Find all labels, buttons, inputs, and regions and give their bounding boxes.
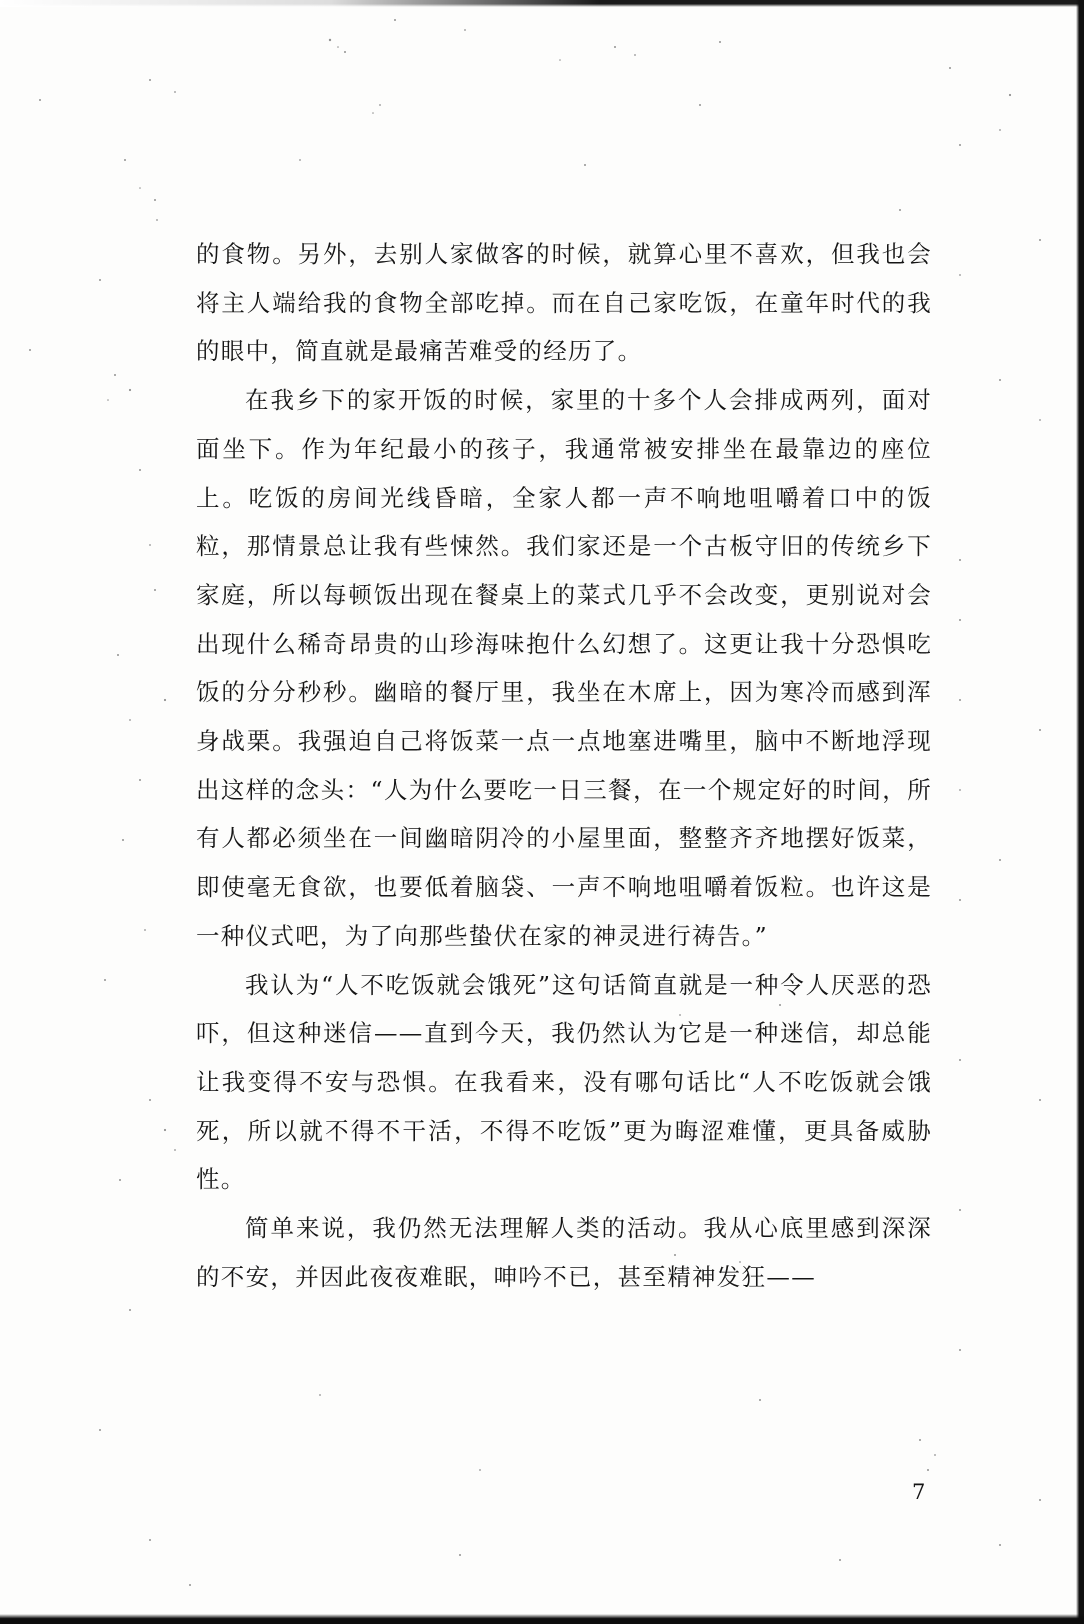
- scan-edge-top-fade: [0, 0, 600, 7]
- scan-edge-bottom: [0, 1614, 1084, 1624]
- page-number: 7: [912, 1480, 926, 1504]
- paragraph: 我认为“人不吃饭就会饿死”这句话简直就是一种令人厌恶的恐吓，但这种迷信——直到今天，我仍然认为它是一种迷信，却总能让我变得不安与恐惧。在我看来，没有哪句话比“人不吃饭就会饿死，所以就不得不干活，不得不吃饭”更为晦涩难懂，更具备威胁性。: [196, 970, 932, 1194]
- paragraph: 简单来说，我仍然无法理解人类的活动。我从心底里感到深深的不安，并因此夜夜难眠，呻吟不已，甚至精神发狂——: [196, 1214, 932, 1291]
- paragraph: 在我乡下的家开饭的时候，家里的十多个人会排成两列，面对面坐下。作为年纪最小的孩子，我通常被安排坐在最靠边的座位上。吃饭的房间光线昏暗，全家人都一声不响地咀嚼着口中的饭粒，那情景总让我有些悚然。我们家还是一个古板守旧的传统乡下家庭，所以每顿饭出现在餐桌上的菜式几乎不会改变，更别说对会出现什么稀奇昂贵的山珍海味抱什么幻想了。这更让我十分恐惧吃饭的分分秒秒。幽暗的餐厅里，我坐在木席上，因为寒冷而感到浑身战栗。我强迫自己将饭菜一点一点地塞进嘴里，脑中不断地浮现出这样的念头：“人为什么要吃一日三餐，在一个规定好的时间，所有人都必须坐在一间幽暗阴冷的小屋里面，整整齐齐地摆好饭菜，即使毫无食欲，也要低着脑袋、一声不响地咀嚼着饭粒。也许这是一种仪式吧，为了向那些蛰伏在家的神灵进行祷告。”: [196, 386, 932, 950]
- body-text: [196, 230, 932, 1301]
- scan-edge-right: [1076, 0, 1084, 1624]
- paragraph-continued: 的食物。另外，去别人家做客的时候，就算心里不喜欢，但我也会将主人端给我的食物全部吃掉。而在自己家吃饭，在童年时代的我的眼中，简直就是最痛苦难受的经历了。: [196, 240, 932, 366]
